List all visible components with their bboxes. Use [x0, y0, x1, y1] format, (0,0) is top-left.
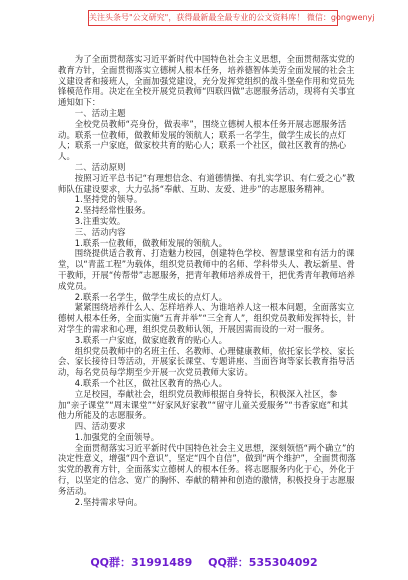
footer-qq-group-2: QQ群：535304092 — [208, 556, 318, 569]
paragraph: 1.联系一位教师，做教师发展的领航人。 — [74, 237, 228, 248]
promo-banner: 关注头条号"公文研究"，获得最新最全最专业的公文资料库！ 微信：gongwenyj — [88, 10, 338, 26]
paragraph: 全校党员教师“亮身份，做表率”，围绕立德树人根本任务开展志愿服务活动。联系一位教师，做教师发展的领航人；联系一名学生，做学生成长的点灯人；联系一户家庭，做家校共育的贴心人；联系一个社区，做社区教育的热心人。 — [58, 118, 347, 162]
paragraph: 2.联系一名学生，做学生成长的点灯人。 — [74, 291, 228, 302]
paragraph: 立足校园，奉献社会，组织党员教师根据自身特长，积极深入社区，参加“亲子课堂”“周末课堂”“好家风好家教”“留守儿童关爱服务”“书香家庭”和其他力所能及的志愿服务。 — [58, 388, 349, 421]
paragraph: 3.联系一户家庭，做家庭教育的贴心人。 — [74, 334, 228, 345]
paragraph: 按照习近平总书记“有理想信念、有道德情操、有扎实学识、有仁爱之心”教师队伍建设要求，大力弘扬“奉献、互助、友爱、进步”的志愿服务精神。 — [58, 172, 355, 194]
paragraph: 2.坚持经常性服务。 — [74, 205, 151, 216]
footer-qq-group-1: QQ群：31991489 — [90, 556, 193, 569]
paragraph: 组织党员教师中的名班主任、名教师、心理健康教师，依托家长学校、家长会、家长接待日等活动，开展家长课堂、专题讲座、当面咨询等家长教育指导活动，每名党员每学期至少开展一次党员教师大家访。 — [58, 345, 355, 378]
paragraph: 1.坚持党的领导。 — [74, 194, 143, 205]
section-heading: 二、活动原则 — [74, 161, 126, 172]
paragraph: 为了全面贯彻落实习近平新时代中国特色社会主义思想，全面贯彻落实党的教育方针，全面贯彻落实立德树人根本任务，培养德智体美劳全面发展的社会主义建设者和接班人，全面加强党建设，充分发挥党组织的战斗堡垒作用和党员先锋模范作用。决定在全校开展党员教师“四联四做”志愿服务活动，现将有关事宜通知如下： — [58, 54, 356, 108]
section-heading: 三、活动内容 — [74, 226, 126, 237]
paragraph: 4.联系一个社区，做社区教育的热心人。 — [74, 377, 228, 388]
paragraph: 3.注重实效。 — [74, 215, 126, 226]
paragraph: 全面贯彻落实习近平新时代中国特色社会主义思想，深刻领悟“两个确立”的决定性意义，增强“四个意识”，坚定“四个自信”，做到“两个维护”，全面贯彻落实党的教育方针，全面落实立德树人的根本任务。将志愿服务内化于心，外化于行，以坚定的信念、宽广的胸怀、奉献的精神和创造的激情，积极投身于志愿服务活动。 — [58, 442, 356, 496]
paragraph: 围绕提供适合教育、打造魅力校园，创建特色学校、智慧课堂和有活力的课堂，以“青蓝工程”为载体，组织党员教师中的名师、学科带头人、教坛新星、骨干教师，开展“传帮带”志愿服务，把青年教师培养成骨干，把优秀青年教师培养成党员。 — [58, 248, 356, 291]
document-body — [58, 54, 356, 507]
section-heading: 四、活动要求 — [74, 421, 126, 432]
paragraph: 1.加强党的全面领导。 — [74, 431, 160, 442]
footer — [0, 554, 408, 570]
paragraph: 2.坚持需求导向。 — [74, 496, 143, 507]
section-heading: 一、活动主题 — [74, 107, 126, 118]
paragraph: 紧紧围绕培养什么人、怎样培养人、为谁培养人这一根本问题，全面落实立德树人根本任务，全面实施“五育并举”“三全育人”，组织党员教师发挥特长，针对学生的需求和心理，组织党员教师认领，开展因需而设的一对一服务。 — [58, 302, 356, 334]
